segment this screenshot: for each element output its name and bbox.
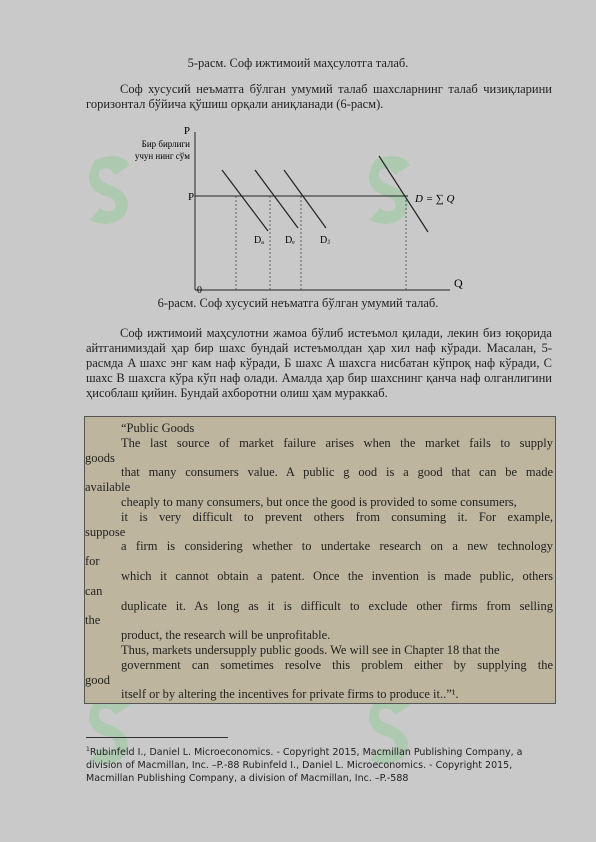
- origin-label: 0: [197, 285, 202, 296]
- quote-line: goods: [85, 450, 115, 465]
- x-axis-letter: Q: [454, 276, 463, 290]
- watermark-logo-icon: [80, 150, 140, 230]
- quote-line: government can sometimes resolve this problem either by supplying the: [121, 657, 553, 672]
- footnote-text: Rubinfeld I., Daniel L. Microeconomics. - Copyright 2015, Macmillan Publishing Company, a division of Macmillan, Inc. –P.-88 Rubinfeld I., Daniel L. Microeconomics. - Copyright 2015, Macmillan Publishing Company, a division of Macmillan, Inc. –P.-588: [86, 747, 523, 785]
- quote-line: that many consumers value. A public g ood is a good that can be made: [121, 465, 553, 480]
- demand-curve-c: [284, 170, 326, 228]
- y-axis-unit-line1: Бир бирлиги: [141, 139, 190, 149]
- quote-line: Thus, markets undersupply public goods. We will see in Chapter 18 that the: [121, 643, 500, 657]
- quote-line: duplicate it. As long as it is difficult to exclude other firms from selling: [121, 598, 553, 613]
- quote-line: good: [85, 672, 110, 687]
- curve-label-a: Dₐ: [254, 235, 264, 246]
- quote-box: [84, 416, 556, 704]
- price-label: P: [188, 191, 195, 203]
- demand-curve-b: [255, 170, 298, 228]
- quote-line: the: [85, 613, 101, 628]
- quote-line: “Public Goods: [121, 421, 195, 435]
- quote-line: available: [85, 480, 131, 495]
- quote-line: which it cannot obtain a patent. Once the invention is made public, others: [121, 569, 553, 583]
- quote-line: can: [85, 583, 103, 598]
- y-axis-unit-line2: учун нинг сўм: [134, 151, 190, 161]
- quote-line: it is very difficult to prevent others from consuming it. For example,: [121, 509, 553, 524]
- paragraph-1-text: Соф хусусий неъматга бўлган умумий талаб шахсларнинг талаб чизиқларини горизонтал бўйича қўшиш орқали аниқланади (6-расм).: [86, 82, 552, 111]
- footnote-rule: [86, 737, 228, 738]
- quote-line: The last source of market failure arises when the market fails to supply: [121, 435, 553, 450]
- paragraph-1: [86, 82, 552, 112]
- paragraph-2-text: Соф ижтимоий маҳсулотни жамоа бўлиб истеъмол қилади, лекин биз юқорида айтганимиздай ҳар бир шахс бундай истеъмолдан ҳар хил наф кўради. Масалан, 5-расмда A шахс энг кам наф кўради, Б шахс A шахсга нисбатан кўпроқ наф кўради, C шахс B шахсга кўра кўп наф олади. Амалда ҳар бир шахснинг қанча наф олганлигини ҳисоблаш қийин. Бундай ахборотни олиш ҳам мураккаб.: [86, 326, 552, 400]
- quote-line: for: [85, 554, 100, 569]
- curve-label-c: Dⱼ: [320, 235, 330, 246]
- figure-6-caption: 6-расм. Соф хусусий неъматга бўлган умумий талаб.: [157, 296, 439, 310]
- quote-line: product, the research will be unprofitable.: [121, 628, 331, 643]
- quote-line: suppose: [85, 524, 126, 539]
- quote-line: cheaply to many consumers, but once the good is provided to some consumers,: [121, 495, 517, 509]
- figure-5-title: 5-расм. Соф ижтимоий маҳсулотга талаб.: [187, 56, 409, 70]
- paragraph-2: [86, 326, 552, 401]
- quote-line: itself or by altering the incentives for private firms to produce it..”¹.: [121, 687, 459, 702]
- curve-label-b: Dₑ: [285, 235, 295, 246]
- footnote-marker: 1: [86, 746, 90, 753]
- total-demand-label: D = ∑ Q: [415, 193, 455, 205]
- demand-chart: [134, 124, 480, 296]
- y-axis-letter: P: [183, 125, 190, 137]
- quote-line: a firm is considering whether to undertake research on a new technology: [121, 539, 553, 554]
- footnote: [86, 743, 546, 785]
